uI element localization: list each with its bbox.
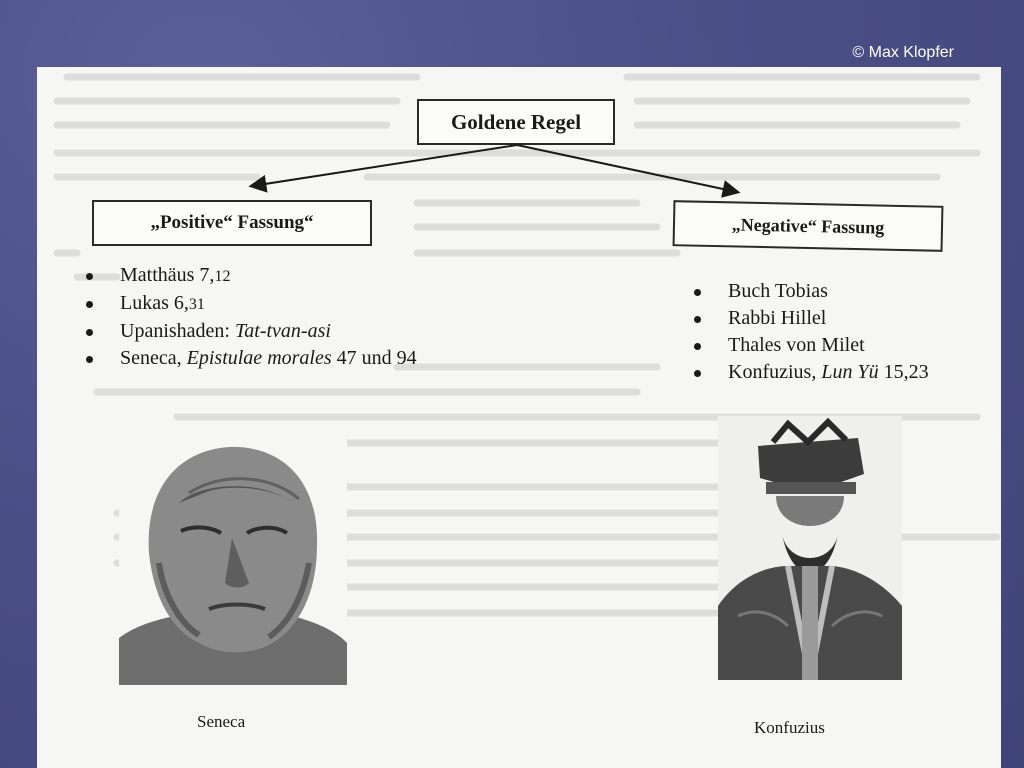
positive-fassung-box: „Positive“ Fassung“ <box>92 200 372 246</box>
negative-item: Konfuzius, Lun Yü 15,23 <box>687 359 929 386</box>
goldene-regel-box: Goldene Regel <box>417 99 615 145</box>
positive-item: Upanishaden: Tat-tvan-asi <box>79 318 417 345</box>
konfuzius-portrait <box>718 416 902 680</box>
copyright-label: © Max Klopfer <box>852 44 954 61</box>
negative-item: Rabbi Hillel <box>687 305 929 332</box>
negative-fassung-box: „Negative“ Fassung <box>673 200 944 252</box>
positive-item: Seneca, Epistulae morales 47 und 94 <box>79 345 417 372</box>
konfuzius-caption: Konfuzius <box>754 718 825 737</box>
scanned-page <box>37 67 1001 768</box>
positive-item: Matthäus 7,12 <box>79 262 417 290</box>
positive-item: Lukas 6,31 <box>79 290 417 318</box>
seneca-portrait <box>119 433 347 685</box>
seneca-caption: Seneca <box>197 712 246 731</box>
negative-list <box>687 278 929 386</box>
negative-item: Buch Tobias <box>687 278 929 305</box>
positive-list <box>79 262 417 372</box>
negative-item: Thales von Milet <box>687 332 929 359</box>
